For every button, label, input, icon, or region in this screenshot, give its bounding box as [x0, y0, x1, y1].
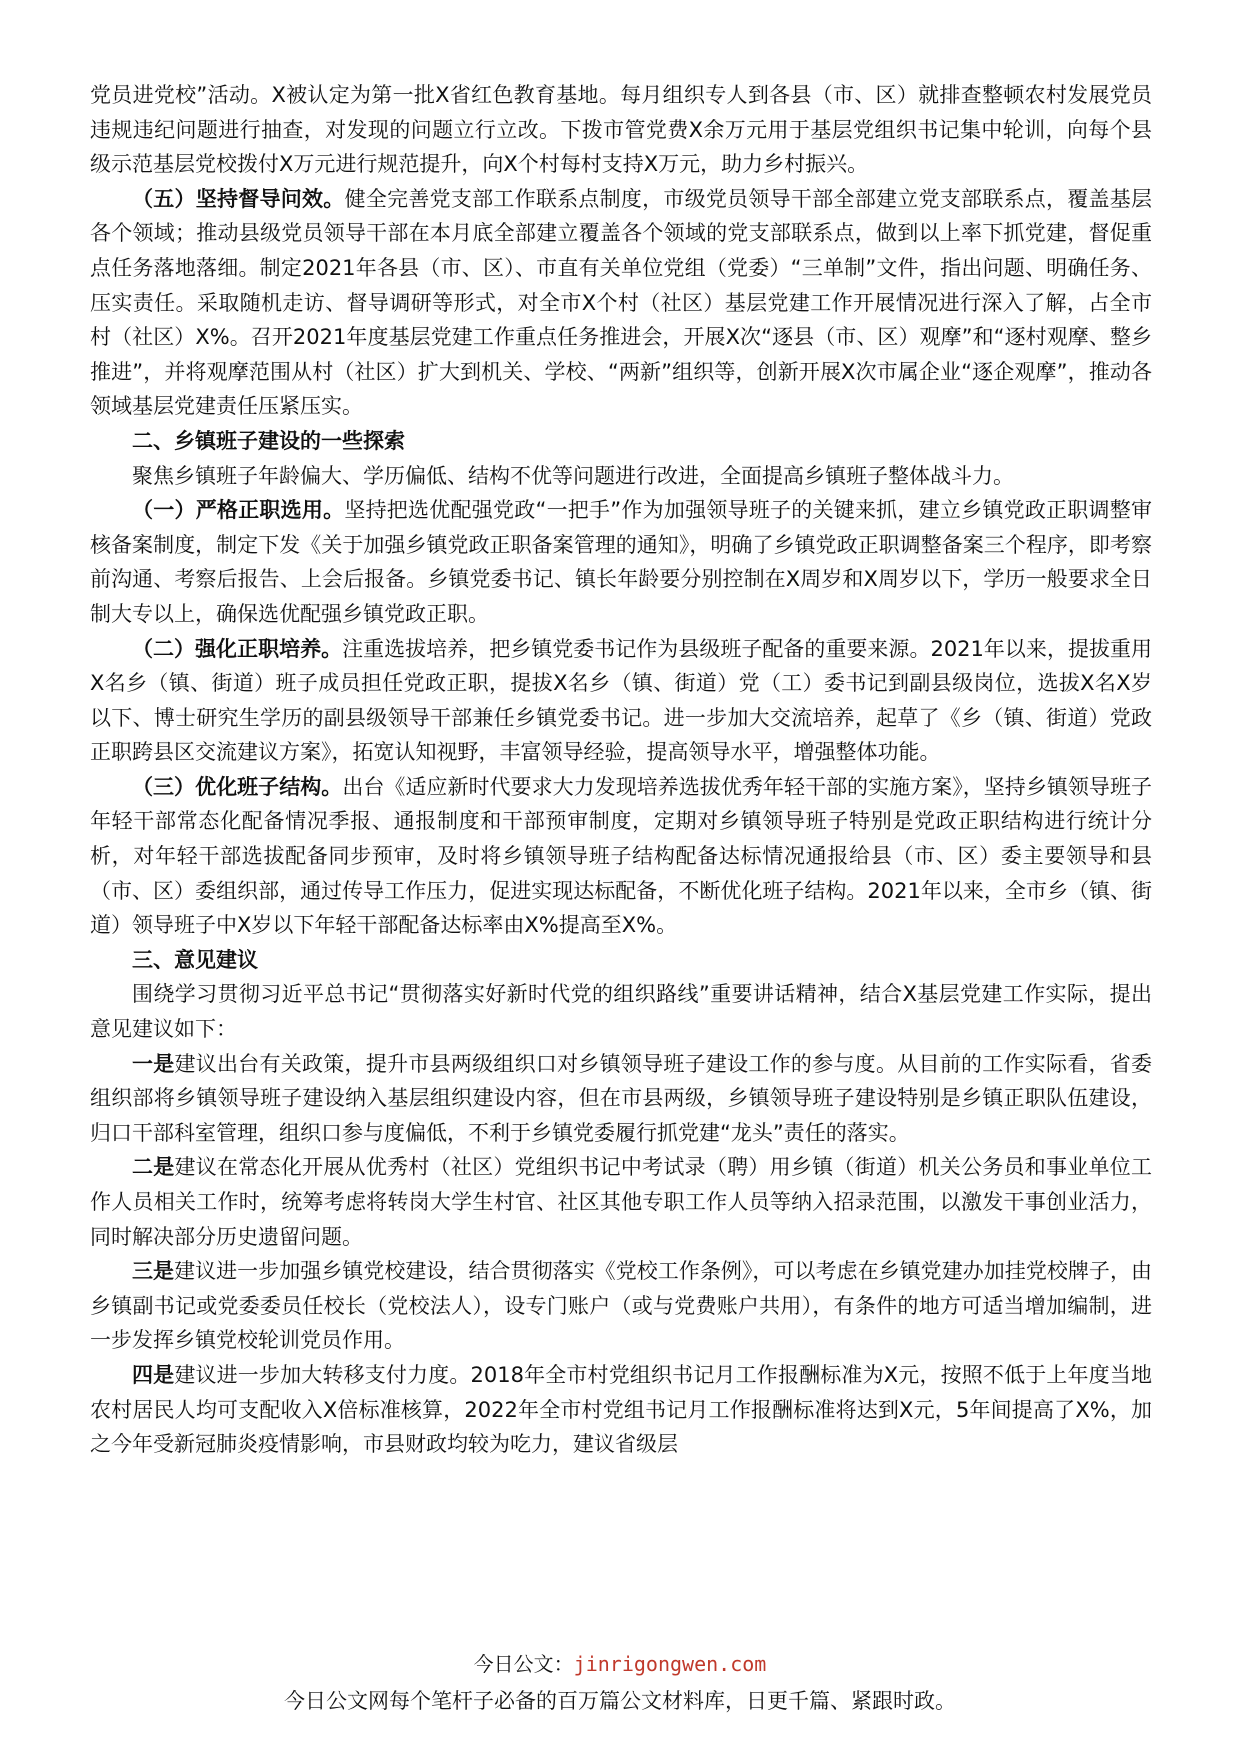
section3-item-3	[90, 1254, 1152, 1358]
paragraph-text: 健全完善党支部工作联系点制度，市级党员领导干部全部建立党支部联系点，覆盖基层各个领域；推动县级党员领导干部在本月底全部建立覆盖各个领域的党支部联系点，做到以上率下抓党建，督促重点任务落地落细。制定2021年各县（市、区）、市直有关单位党组（党委）“三单制”文件，指出问题、明确任务、压实责任。采取随机走访、督导调研等形式，对全市X个村（社区）基层党建工作开展情况进行深入了解，占全市村（社区）X%。召开2021年度基层党建工作重点任务推进会，开展X次“逐县（市、区）观摩”和“逐村观摩、整乡推进”，并将观摩范围从村（社区）扩大到机关、学校、“两新”组织等，创新开展X次市属企业“逐企观摩”，推动各领域基层党建责任压紧压实。	[90, 186, 1153, 419]
section2-item-3	[90, 770, 1152, 943]
footer-label: 今日公文：	[473, 1652, 574, 1676]
item-lead: （三）优化班子结构。	[132, 774, 343, 799]
item-lead: 四是	[132, 1362, 175, 1387]
item-lead: 一是	[132, 1051, 175, 1076]
section3-item-4	[90, 1358, 1152, 1462]
paragraph-continuation	[90, 78, 1152, 182]
section2-item-1	[90, 493, 1152, 631]
paragraph-supervision	[90, 182, 1152, 424]
section3-item-2	[90, 1150, 1152, 1254]
footer-site-link[interactable]: jinrigongwen.com	[573, 1652, 767, 1676]
item-text: 出台《适应新时代要求大力发现培养选拔优秀年轻干部的实施方案》，坚持乡镇领导班子年轻干部常态化配备情况季报、通报制度和干部预审制度，定期对乡镇领导班子特别是党政正职结构进行统计分析，对年轻干部选拔配备同步预审，及时将乡镇领导班子结构配备达标情况通报给县（市、区）委主要领导和县（市、区）委组织部，通过传导工作压力，促进实现达标配备，不断优化班子结构。2021年以来，全市乡（镇、街道）领导班子中X岁以下年轻干部配备达标率由X%提高至X%。	[90, 774, 1152, 938]
section2-item-2	[90, 632, 1152, 770]
section3-item-1	[90, 1047, 1152, 1151]
footer-slogan: 今日公文网每个笔杆子必备的百万篇公文材料库，日更千篇、紧跟时政。	[284, 1689, 956, 1713]
item-text: 建议进一步加强乡镇党校建设，结合贯彻落实《党校工作条例》，可以考虑在乡镇党建办加挂党校牌子，由乡镇副书记或党委委员任校长（党校法人），设专门账户（或与党费账户共用），有条件的地方可适当增加编制，进一步发挥乡镇党校轮训党员作用。	[90, 1259, 1152, 1353]
section-heading-2: 二、乡镇班子建设的一些探索	[132, 428, 405, 453]
paragraph-lead: （五）坚持督导问效。	[132, 186, 345, 211]
item-text: 建议进一步加大转移支付力度。2018年全市村党组织书记月工作报酬标准为X元，按照不低于上年度当地农村居民人均可支配收入X倍标准核算，2022年全市村党组书记月工作报酬标准将达到X元，5年间提高了X%，加之今年受新冠肺炎疫情影响，市县财政均较为吃力，建议省级层	[90, 1362, 1152, 1457]
item-text: 注重选拔培养，把乡镇党委书记作为县级班子配备的重要来源。2021年以来，提拔重用X名乡（镇、街道）班子成员担任党政正职，提拔X名乡（镇、街道）党（工）委书记到副县级岗位，选拔X名X岁以下、博士研究生学历的副县级领导干部兼任乡镇党委书记。进一步加大交流培养，起草了《乡（镇、街道）党政正职跨县区交流建议方案》，拓宽认知视野，丰富领导经验，提高领导水平，增强整体功能。	[90, 636, 1152, 765]
footer-source	[0, 1650, 1240, 1678]
document-body	[90, 78, 1152, 1462]
item-lead: （二）强化正职培养。	[132, 636, 343, 661]
paragraph-text: 党员进党校”活动。X被认定为第一批X省红色教育基地。每月组织专人到各县（市、区）就排查整顿农村发展党员违规违纪问题进行抽查，对发现的问题立行立改。下拨市管党费X余万元用于基层党组织书记集中轮训，向每个县级示范基层党校拨付X万元进行规范提升，向X个村每村支持X万元，助力乡村振兴。	[90, 83, 1152, 177]
item-lead: 三是	[132, 1259, 175, 1284]
section-heading-3: 三、意见建议	[132, 947, 258, 972]
item-text: 坚持把选优配强党政“一把手”作为加强领导班子的关键来抓，建立乡镇党政正职调整审核备案制度，制定下发《关于加强乡镇党政正职备案管理的通知》，明确了乡镇党政正职调整备案三个程序，即考察前沟通、考察后报告、上会后报备。乡镇党委书记、镇长年龄要分别控制在X周岁和X周岁以下，学历一般要求全日制大专以上，确保选优配强乡镇党政正职。	[90, 498, 1152, 626]
item-lead: 二是	[132, 1155, 175, 1180]
section-intro-2: 聚焦乡镇班子年龄偏大、学历偏低、结构不优等问题进行改进，全面提高乡镇班子整体战斗力。	[132, 463, 1014, 488]
item-text: 建议出台有关政策，提升市县两级组织口对乡镇领导班子建设工作的参与度。从目前的工作实际看，省委组织部将乡镇领导班子建设纳入基层组织建设内容，但在市县两级，乡镇领导班子建设特别是乡镇正职队伍建设，归口干部科室管理，组织口参与度偏低，不利于乡镇党委履行抓党建“龙头”责任的落实。	[90, 1051, 1153, 1145]
item-lead: （一）严格正职选用。	[132, 498, 345, 523]
section-intro-3: 围绕学习贯彻习近平总书记“贯彻落实好新时代党的组织路线”重要讲话精神，结合X基层党建工作实际，提出意见建议如下：	[90, 982, 1152, 1042]
item-text: 建议在常态化开展从优秀村（社区）党组织书记中考试录（聘）用乡镇（街道）机关公务员和事业单位工作人员相关工作时，统筹考虑将转岗大学生村官、社区其他专职工作人员等纳入招录范围，以激发干事创业活力，同时解决部分历史遗留问题。	[90, 1155, 1153, 1249]
